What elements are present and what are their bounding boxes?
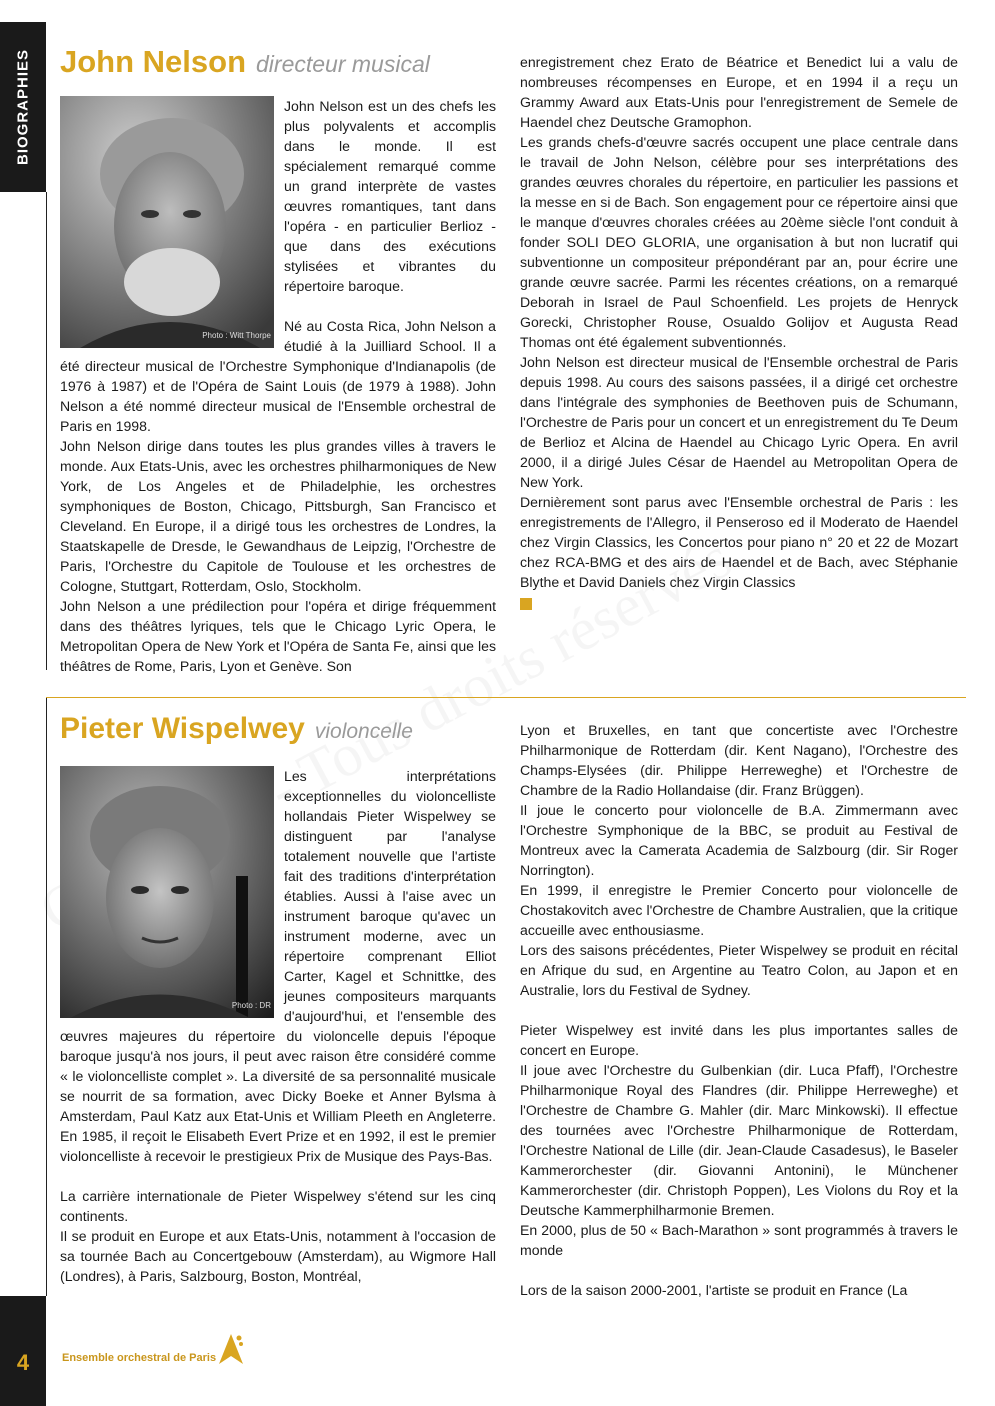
- portrait-photo-icon: [60, 96, 274, 348]
- paragraph: enregistrement chez Erato de Béatrice et Benedict lui a valu de nombreuses récompenses en Europe, et en 1994 il a reçu un Grammy Award aux Etats-Unis pour l'enregistrement de Semele de Haendel chez Deutsche Gramophon.: [520, 54, 958, 130]
- paragraph: Les interprétations exceptionnelles du violoncelliste hollandais Pieter Wispelwey se distinguent par l'analyse totalement nouvelle que l'artiste fait des traditions d'interprétation établies. Aussi à l'aise avec un instrument baroque qu'avec un instrument moderne, avec un répertoire comprenant Elliot Carter, Kagel et Schnittke, des jeunes compositeurs marquants d'aujourd'hui, et l'ensemble des œuvres majeures du répertoire du violoncelle depuis l'époque baroque jusqu'à nos jours, il peut avec raison être considéré comme « le violoncelliste complet ». La diversité de sa personnalité musicale se nourrit de sa formation, avec Dicky Boeke et Anner Bylsma à Amsterdam, Paul Katz aux Etat-Unis et William Pleeth en Angleterre. En 1985, il reçoit le Elisabeth Evert Prize et en 1992, il est le premier violoncelliste à recevoir le prestigieux Prix de Musique des Pays-Bas.: [60, 768, 496, 1164]
- paragraph: Il se produit en Europe et aux Etats-Unis, notamment à l'occasion de sa tournée Bach au Concertgebouw (Amsterdam), au Wigmore Hall (Londres), à Paris, Salzbourg, Boston, Montréal,: [60, 1228, 496, 1284]
- margin-rule-bottom: [46, 697, 47, 1296]
- nelson-photo-credit: Photo : Witt Thorpe: [202, 331, 271, 340]
- nelson-role: directeur musical: [256, 51, 430, 77]
- paragraph: John Nelson a une prédilection pour l'opéra et dirige fréquemment dans des théâtres lyriques, tels que le Chicago Lyric Opera, le Metropolitan Opera de New York et l'Opéra de Santa Fe, ainsi que les théâtres de Rome, Paris, Lyon et Genève. Son: [60, 598, 496, 674]
- wispelwey-left-column: [60, 766, 496, 1286]
- nelson-photo: [60, 96, 274, 348]
- nelson-heading: [60, 44, 430, 80]
- paragraph: John Nelson est un des chefs les plus polyvalents et accomplis dans le monde. Il est spécialement remarqué comme un grand interprète de vastes œuvres romantiques, tant dans l'opéra - en particulier Berlioz - que dans des exécutions stylisées et vibrantes du répertoire baroque.: [284, 98, 496, 294]
- page-number-tab: [0, 1296, 46, 1406]
- wispelwey-photo: [60, 766, 274, 1018]
- paragraph: En 1999, il enregistre le Premier Concerto pour violoncelle de Chostakovitch avec l'Orchestre de Chambre Australien, que la critique accueille avec enthousiasme.: [520, 882, 958, 938]
- nelson-right-column: [520, 52, 958, 615]
- page-number: 4: [16, 1350, 30, 1375]
- paragraph: Lors des saisons précédentes, Pieter Wispelwey se produit en récital en Afrique du sud, en Argentine au Teatro Colon, au Japon et en Australie, lors du Festival de Sydney.: [520, 942, 958, 998]
- paragraph: Il joue le concerto pour violoncelle de B.A. Zimmermann avec l'Orchestre Symphonique de la BBC, se produit au Festival de Montreux avec la Camerata Academia de Salzbourg (dir. Sir Roger Norrington).: [520, 802, 958, 878]
- paragraph: John Nelson dirige dans toutes les plus grandes villes à travers le monde. Aux Etats-Unis, avec les orchestres philharmoniques de New York, de Los Angeles et de Philadelphie, les orchestres symphoniques de Boston, Chicago, Pittsburgh, San Francisco et Cleveland. En Europe, il a dirigé tous les orchestres de Londres, la Staatskapelle de Dresde, le Gewandhaus de Leipzig, l'Orchestre de Paris, l'Orchestre du Capitole de Toulouse et les orchestres de Cologne, Stuttgart, Rotterdam, Oslo, Stockholm.: [60, 438, 496, 594]
- wispelwey-name: Pieter Wispelwey: [60, 712, 305, 745]
- portrait-photo-icon: [60, 766, 274, 1018]
- section-label: BIOGRAPHIES: [14, 48, 32, 166]
- section-tab: [0, 22, 46, 192]
- paragraph: Lyon et Bruxelles, en tant que concertiste avec l'Orchestre Philharmonique de Rotterdam (dir. Kent Nagano), l'Orchestre des Champs-Elysées (dir. Philippe Herreweghe) et l'Orchestre de Chambre de la Radio Hollandaise (dir. Franz Brüggen).: [520, 722, 958, 798]
- paragraph: Lors de la saison 2000-2001, l'artiste se produit en France (La: [520, 1282, 908, 1298]
- end-mark: [520, 598, 532, 610]
- paragraph: John Nelson est directeur musical de l'Ensemble orchestral de Paris depuis 1998. Au cours des saisons passées, il a dirigé cet orchestre dans l'intégrale des symphonies de Beethoven puis de Schumann, l'Orchestre de Paris pour un concert et un enregistrement du Te Deum de Berlioz et Alcina de Haendel au Chicago Lyric Opera. En avril 2000, il a dirigé Jules César de Haendel au Metropolitan Opera de New York.: [520, 354, 958, 490]
- margin-rule-top: [46, 192, 47, 670]
- orchestra-logo-icon: [217, 1332, 245, 1366]
- wispelwey-heading: [60, 712, 413, 746]
- paragraph: En 2000, plus de 50 « Bach-Marathon » sont programmés à travers le monde: [520, 1222, 958, 1258]
- nelson-name: John Nelson: [60, 44, 247, 79]
- paragraph: Né au Costa Rica, John Nelson a étudié à la Juilliard School. Il a été directeur musical de l'Orchestre Symphonique d'Indianapolis (de 1976 à 1987) et de l'Opéra de Saint Louis (de 1979 à 1988). John Nelson a été nommé directeur musical de l'Ensemble orchestral de Paris en 1998.: [60, 318, 496, 434]
- nelson-left-column: [60, 96, 496, 676]
- paragraph: Les grands chefs-d'œuvre sacrés occupent une place centrale dans le travail de John Nelson, célèbre pour ses interprétations des grandes œuvres chorales du répertoire, en particulier les passions et la messe en si de Bach. Son engagement pour ce répertoire ainsi que le manque d'œuvres chorales créées au 20ème siècle l'ont conduit à fonder SOLI DEO GLORIA, une organisation à but non lucratif qui subventionne un compositeur prépondérant par an, pour écrire une grande œuvre sacrée. Parmi les récentes créations, on a remarqué Deborah in Israel de Paul Schoenfield. Les projets de Henryck Gorecki, Christopher Rouse, Osualdo Golijov et Augusta Read Thomas ont été également subventionnés.: [520, 134, 958, 350]
- paragraph: Il joue avec l'Orchestre du Gulbenkian (dir. Luca Pfaff), l'Orchestre Philharmonique Royal des Flandres (dir. Philippe Herreweghe) et l'Orchestre de Chambre G. Mahler (dir. Marc Minkowski). Il effectue des tournées avec l'Orchestre Philharmonique de Rotterdam, l'Orchestre National de Lille (dir. Jean-Claude Casadesus), le Baseler Kammerorchester (dir. Giovanni Antonini), le Münchener Kammerorchester (dir. Christoph Poppen), Les Violons du Roy et la Deutsche Kammerphilharmonie Bremen.: [520, 1062, 958, 1218]
- section-divider: [46, 697, 966, 698]
- footer-label: Ensemble orchestral de Paris: [62, 1352, 217, 1364]
- paragraph: Dernièrement sont parus avec l'Ensemble orchestral de Paris : les enregistrements de l'Allegro, il Penseroso ed il Moderato de Haendel chez Virgin Classics, les Concertos pour piano n° 20 et 22 de Mozart chez RCA-BMG et des airs de Haendel et de Bach, avec Stéphanie Blythe et David Daniels chez Virgin Classics: [520, 494, 958, 590]
- wispelwey-right-column: [520, 720, 958, 1300]
- paragraph: La carrière internationale de Pieter Wispelwey s'étend sur les cinq continents.: [60, 1188, 496, 1224]
- paragraph: Pieter Wispelwey est invité dans les plus importantes salles de concert en Europe.: [520, 1022, 958, 1058]
- wispelwey-role: violoncelle: [314, 720, 413, 743]
- wispelwey-photo-credit: Photo : DR: [231, 1001, 271, 1010]
